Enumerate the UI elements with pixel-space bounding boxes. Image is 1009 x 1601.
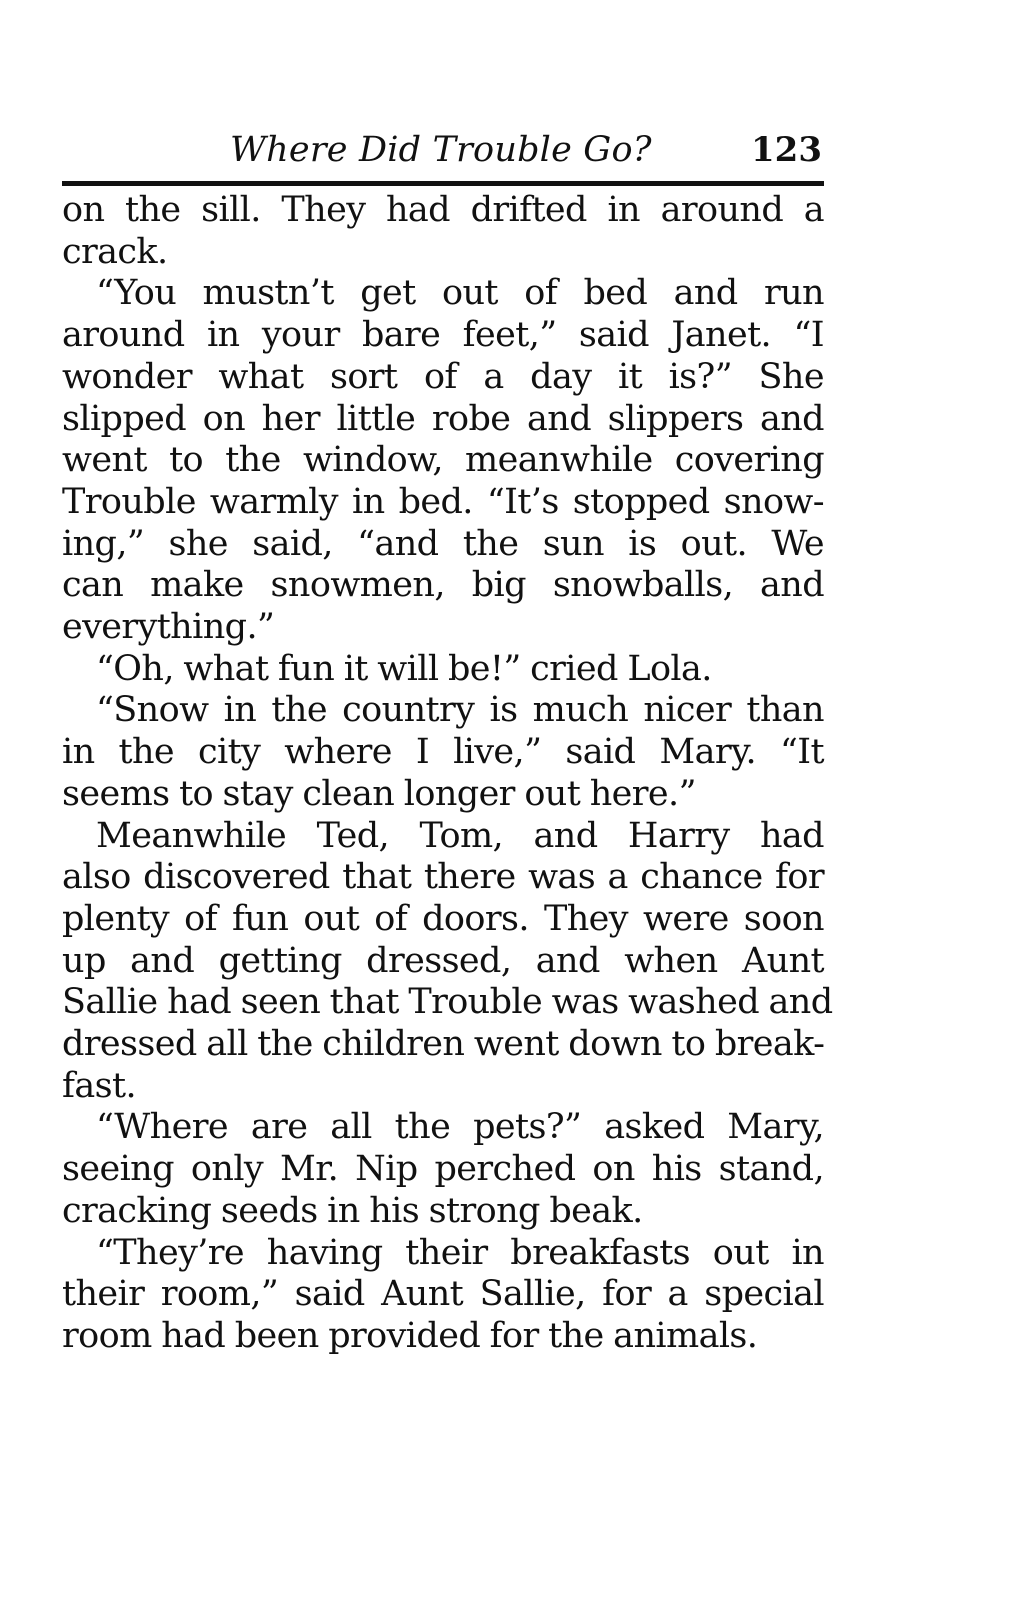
text-line: cracking seeds in his strong beak. xyxy=(62,1190,643,1231)
book-page xyxy=(62,128,833,1358)
text-line: seems to stay clean longer out here.” xyxy=(62,773,696,814)
text-line: went to the window, meanwhile covering xyxy=(62,440,824,481)
text-line: slipped on her little robe and slippers and xyxy=(62,398,824,439)
text-line: Sallie had seen that Trouble was washed and xyxy=(62,982,833,1023)
text-line: room had been provided for the animals. xyxy=(62,1315,758,1356)
text-line: around in your bare feet,” said Janet. “I xyxy=(62,315,824,356)
text-line: up and getting dressed, and when Aunt xyxy=(62,940,824,981)
running-head xyxy=(62,128,824,176)
text-line: wonder what sort of a day it is?” She xyxy=(62,356,824,397)
text-line: dressed all the children went down to break- xyxy=(62,1024,825,1065)
text-line: Meanwhile Ted, Tom, and Harry had xyxy=(96,815,824,856)
header-rule xyxy=(62,181,824,186)
text-line: “Oh, what fun it will be!” cried Lola. xyxy=(96,648,712,689)
body-text xyxy=(62,190,833,1358)
text-line: fast. xyxy=(62,1065,136,1106)
text-line: also discovered that there was a chance for xyxy=(62,857,824,898)
text-line: on the sill. They had drifted in around a xyxy=(62,190,824,230)
text-line: seeing only Mr. Nip perched on his stand, xyxy=(62,1149,824,1190)
text-line: plenty of fun out of doors. They were soon xyxy=(62,898,824,939)
text-line: crack. xyxy=(62,231,168,272)
text-line: ing,” she said, “and the sun is out. We xyxy=(62,523,824,564)
text-line: “Where are all the pets?” asked Mary, xyxy=(96,1107,824,1148)
text-line: “They’re having their breakfasts out in xyxy=(96,1232,824,1273)
page-number: 123 xyxy=(751,130,822,170)
running-title: Where Did Trouble Go? xyxy=(230,130,652,170)
text-line: in the city where I live,” said Mary. “It xyxy=(62,732,824,773)
text-line: “Snow in the country is much nicer than xyxy=(96,690,824,731)
text-line: “You mustn’t get out of bed and run xyxy=(96,273,824,314)
text-line: everything.” xyxy=(62,607,275,648)
text-line: their room,” said Aunt Sallie, for a special xyxy=(62,1274,824,1315)
text-line: can make snowmen, big snowballs, and xyxy=(62,565,824,606)
text-line: Trouble warmly in bed. “It’s stopped snow- xyxy=(62,481,824,522)
